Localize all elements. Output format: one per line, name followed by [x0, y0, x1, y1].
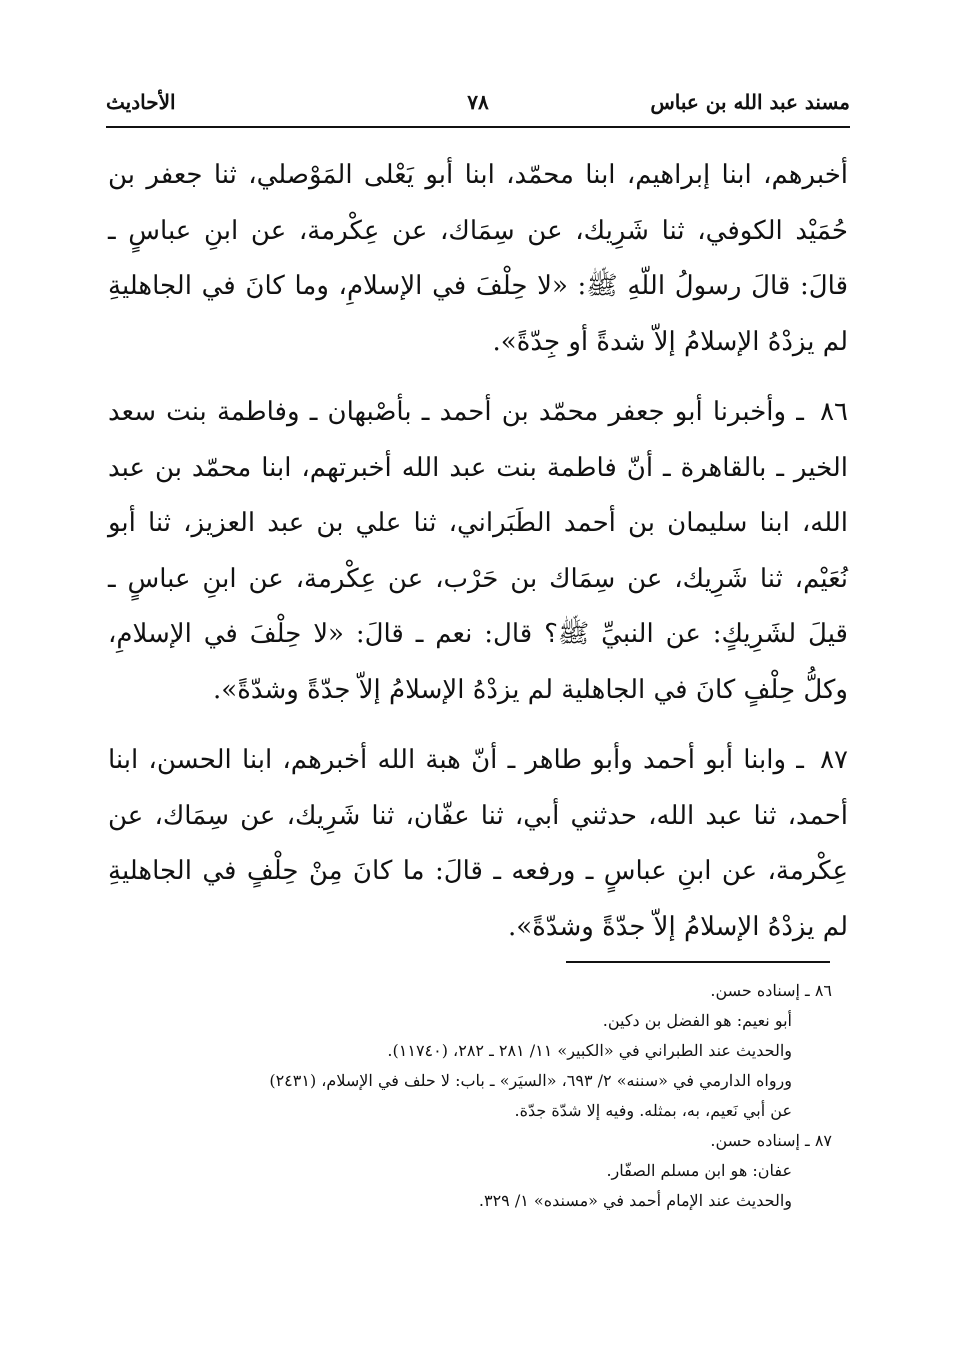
footnote-separator: [566, 961, 830, 963]
footnote-line: ورواه الدارمي في «سننه» ٢/ ٦٩٣، «السيَر» ـ باب: لا حلف في الإسلام، (٢٤٣١): [269, 1071, 792, 1090]
footnote-line: والحديث عند الطبراني في «الكبير» ١١/ ٢٨١ ـ ٢٨٢، (١١٧٤٠).: [387, 1041, 792, 1060]
header-section-title: الأحاديث: [106, 90, 176, 114]
footnotes: [108, 976, 832, 1216]
main-text: [108, 148, 848, 970]
footnote-line: والحديث عند الإمام أحمد في «مسنده» ١/ ٣٢٩.: [478, 1191, 792, 1210]
footnote-line: عن أبي نَعيم، به، بمثله. وفيه إلا شدّة جدّة.: [514, 1101, 792, 1120]
header-book-title: مسند عبد الله بن عباس: [650, 90, 850, 114]
hadith-text: أخبرهم، ابنا إبراهيم، ابنا محمّد، ابنا أبو يَعْلى المَوْصلي، ثنا جعفر بن حُمَيْد الكوفي، ثنا شَرِيك، عن سِمَاك، عن عِكْرمة، عن ابنِ عباسٍ ـ قالَ: قالَ رسولُ اللّهِ ﷺ: «لا حِلْفَ في الإسلامِ، وما كانَ في الجاهليةِ لم يزدْهُ الإسلامُ إلاّ شدةً أو جِدّةً».: [108, 160, 848, 357]
page-number: ٧٨: [467, 90, 489, 114]
hadith-paragraph: [108, 148, 848, 370]
footnote-line: ٨٦ ـ إسناده حسن.: [710, 981, 832, 1000]
running-header: [106, 86, 850, 128]
hadith-text: ـ وأخبرنا أبو جعفر محمّد بن أحمد ـ بأصْبهان ـ وفاطمة بنت سعد الخير ـ بالقاهرة ـ أنّ فاطمة بنت عبد الله أخبرتهم، ابنا محمّد بن عبد الله، ابنا سليمان بن أحمد الطَبَراني، ثنا علي بن عبد العزيز، ثنا أبو نُعَيْم، ثنا شَرِيك، عن سِمَاك بن حَرْب، عن عِكْرمة، عن ابنِ عباسٍ ـ قيلَ لشَرِيكٍ: عن النبيِّ ﷺ؟ قال: نعم ـ قالَ: «لا حِلْفَ في الإسلامِ، وكلُّ حِلْفٍ كانَ في الجاهلية لم يزدْهُ الإسلامُ إلاّ جدّةً وشدّةً».: [108, 397, 848, 705]
footnote-line: ٨٧ ـ إسناده حسن.: [710, 1131, 832, 1150]
hadith-number: ٨٦: [820, 397, 848, 427]
hadith-paragraph: [108, 385, 848, 718]
footnote-line: أبو نعيم: هو الفضل بن دكين.: [602, 1011, 792, 1030]
hadith-paragraph: [108, 733, 848, 955]
hadith-text: ـ وابنا أبو أحمد وأبو طاهر ـ أنّ هبة الله أخبرهم، ابنا الحسن، ابنا أحمد، ثنا عبد الله، حدثني أبي، ثنا عفّان، ثنا شَرِيك، عن سِمَاك، عن عِكْرمة، عن ابنِ عباسٍ ـ ورفعه ـ قالَ: ما كانَ مِنْ حِلْفٍ في الجاهليةِ لم يزدْهُ الإسلامُ إلاّ جدّةً وشدّةً».: [108, 745, 848, 942]
footnote-line: عفان: هو ابن مسلم الصفّار.: [606, 1161, 792, 1180]
hadith-number: ٨٧: [820, 745, 849, 775]
